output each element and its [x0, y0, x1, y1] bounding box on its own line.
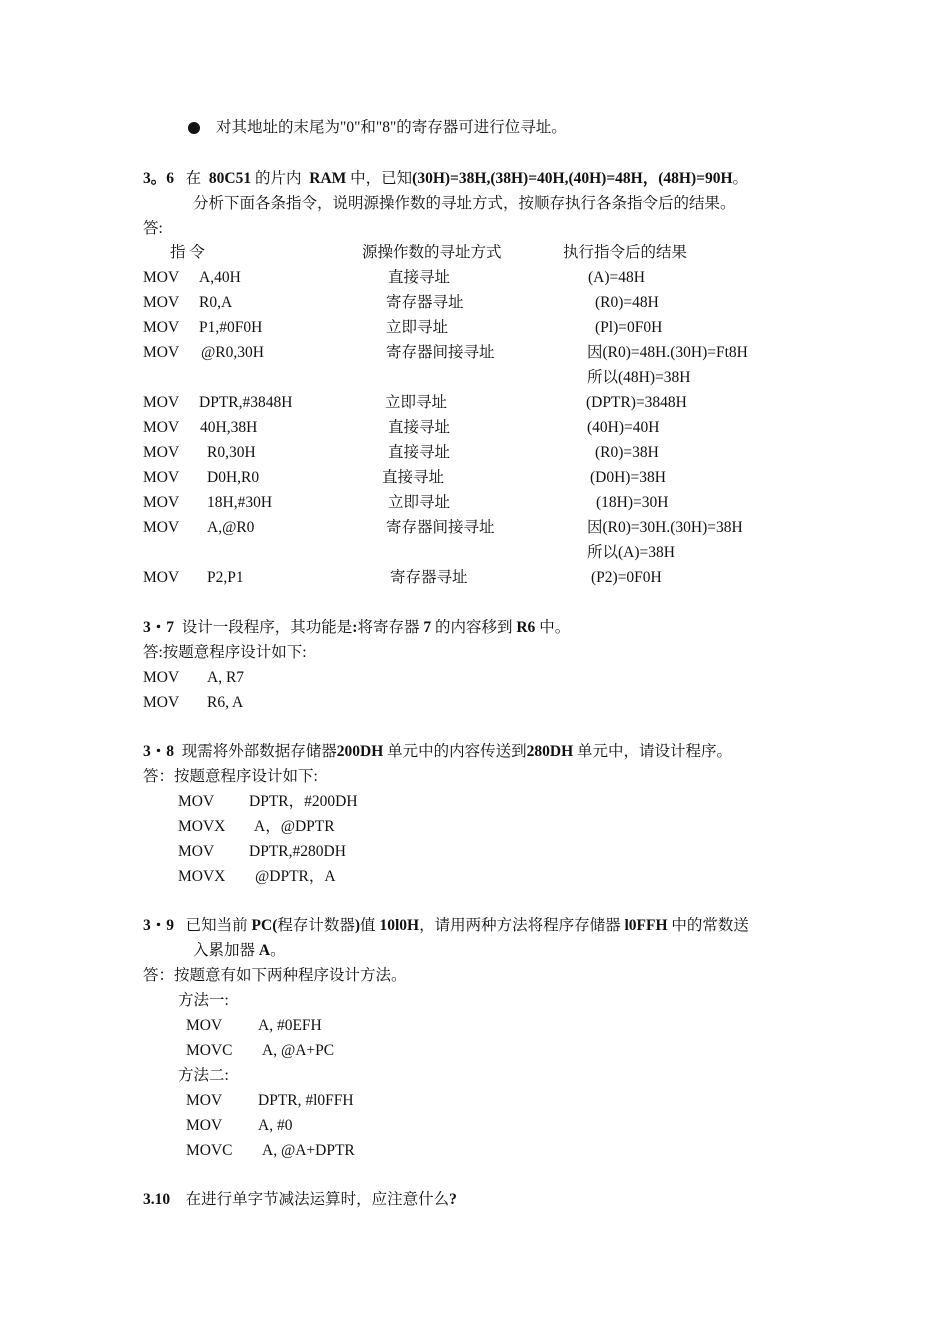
question-text: 程存计数器 — [277, 917, 355, 934]
header-instruction: 指 令 — [170, 244, 205, 261]
code-arg: A, #0EFH — [258, 1017, 322, 1034]
row-result: (R0)=38H — [595, 444, 659, 461]
code-arg: @DPTR，A — [255, 868, 336, 885]
address-value: 280DH — [526, 743, 574, 760]
row-result: (P2)=0F0H — [591, 569, 662, 586]
answer-label: 答: — [143, 220, 163, 237]
answer-text: 答:按题意程序设计如下: — [143, 644, 307, 661]
code-arg: A，@DPTR — [254, 818, 335, 835]
header-addressing-mode: 源操作数的寻址方式 — [362, 244, 502, 261]
row-mode: 直接寻址 — [388, 269, 451, 286]
row-result-cont: 所以(A)=38H — [587, 544, 675, 561]
answer-text: 答：按题意有如下两种程序设计方法。 — [143, 967, 407, 984]
question-text: 在进行单字节减法运算时，应注意什么 — [185, 1191, 450, 1208]
pc-term: PC( — [251, 917, 278, 934]
code-op: MOV — [186, 1092, 223, 1109]
question-3-6-line2: 分析下面各条指令，说明源操作数的寻址方式，按顺存执行各条指令后的结果。 — [193, 195, 736, 212]
row-op: MOV — [143, 344, 180, 361]
pc-value: 10l0H — [379, 917, 420, 934]
row-arg: @R0,30H — [201, 344, 264, 361]
question-number: 3・7 — [143, 619, 175, 636]
code-op: MOVX — [178, 818, 226, 835]
row-mode: 立即寻址 — [386, 319, 449, 336]
code-op: MOVC — [186, 1142, 233, 1159]
row-result: (40H)=40H — [587, 419, 660, 436]
question-3-6-line1 — [143, 169, 748, 189]
row-mode: 直接寻址 — [388, 444, 451, 461]
row-arg: DPTR,#3848H — [199, 394, 293, 411]
code-arg: R6, A — [207, 694, 244, 711]
question-number: 3・8 — [143, 743, 175, 760]
question-text: 中的常数送 — [671, 917, 749, 934]
row-result: (A)=48H — [588, 269, 645, 286]
row-arg: R0,30H — [207, 444, 256, 461]
row-arg: A,@R0 — [207, 519, 255, 536]
known-values: (30H)=38H,(38H)=40H,(40H)=48H，(48H)=90H — [412, 170, 733, 187]
row-mode: 寄存器寻址 — [386, 294, 464, 311]
row-op: MOV — [143, 569, 180, 586]
question-3-10 — [143, 1190, 457, 1210]
question-text: 单元中，请设计程序。 — [577, 743, 733, 760]
code-op: MOV — [186, 1017, 223, 1034]
row-op: MOV — [143, 294, 180, 311]
answer-text: 答：按题意程序设计如下: — [143, 768, 318, 785]
row-result: (R0)=48H — [595, 294, 659, 311]
row-op: MOV — [143, 269, 180, 286]
row-op: MOV — [143, 444, 180, 461]
question-text: 将寄存器 — [357, 619, 420, 636]
row-mode: 直接寻址 — [388, 419, 451, 436]
register-number: 7 — [423, 619, 432, 636]
chip-name: 80C51 — [208, 170, 252, 187]
row-arg: R0,A — [199, 294, 233, 311]
method-label: 方法一: — [178, 992, 229, 1009]
question-number: 3。6 — [143, 170, 175, 187]
question-3-8 — [143, 742, 732, 762]
question-text: 入累加器 — [193, 942, 256, 959]
row-mode: 寄存器间接寻址 — [386, 344, 495, 361]
code-arg: A, #0 — [258, 1117, 293, 1134]
pc-term: ) — [354, 917, 361, 934]
question-3-9-line1 — [143, 916, 749, 936]
code-op: MOV — [178, 843, 215, 860]
question-number: 3.10 — [143, 1191, 171, 1208]
code-arg: A, @A+PC — [262, 1042, 335, 1059]
question-text: 。 — [270, 942, 286, 959]
row-op: MOV — [143, 469, 180, 486]
question-text: 在 — [185, 170, 202, 187]
row-arg: P2,P1 — [207, 569, 244, 586]
accumulator-term: A — [258, 942, 271, 959]
row-result-cont: 所以(48H)=38H — [587, 369, 691, 386]
row-op: MOV — [143, 319, 180, 336]
question-text: ? — [449, 1191, 457, 1208]
code-op: MOV — [186, 1117, 223, 1134]
row-op: MOV — [143, 519, 180, 536]
row-result: 因(R0)=48H.(30H)=Ft8H — [587, 344, 748, 361]
row-mode: 立即寻址 — [385, 394, 448, 411]
row-op: MOV — [143, 419, 180, 436]
row-mode: 寄存器间接寻址 — [386, 519, 495, 536]
question-3-7 — [143, 618, 570, 638]
header-result: 执行指令后的结果 — [563, 244, 688, 261]
code-arg: A, @A+DPTR — [262, 1142, 355, 1159]
row-mode: 立即寻址 — [388, 494, 451, 511]
row-op: MOV — [143, 494, 180, 511]
register-name: R6 — [516, 619, 536, 636]
code-op: MOV — [143, 669, 180, 686]
code-op: MOV — [178, 793, 215, 810]
question-text: 。 — [732, 170, 749, 187]
question-text: 单元中的内容传送到 — [387, 743, 527, 760]
question-3-9-line2 — [193, 941, 286, 961]
address-value: l0FFH — [624, 917, 668, 934]
row-mode: 直接寻址 — [382, 469, 445, 486]
row-arg: 18H,#30H — [207, 494, 273, 511]
question-text: 中，已知 — [350, 170, 413, 187]
code-op: MOVX — [178, 868, 226, 885]
address-value: 200DH — [336, 743, 384, 760]
row-arg: A,40H — [199, 269, 241, 286]
code-op: MOVC — [186, 1042, 233, 1059]
code-op: MOV — [143, 694, 180, 711]
code-arg: DPTR,#280DH — [249, 843, 346, 860]
question-text: 设计一段程序，其功能是 — [181, 619, 353, 636]
bullet-text: 对其地址的末尾为"0"和"8"的寄存器可进行位寻址。 — [216, 119, 567, 136]
question-text: : — [352, 619, 358, 636]
ram-term: RAM — [309, 170, 347, 187]
method-label: 方法二: — [178, 1067, 229, 1084]
row-result: (18H)=30H — [596, 494, 669, 511]
row-result: 因(R0)=30H.(30H)=38H — [587, 519, 743, 536]
question-text: 值 — [360, 917, 376, 934]
question-text: 的片内 — [254, 170, 302, 187]
question-text: 现需将外部数据存储器 — [181, 743, 337, 760]
row-result: (D0H)=38H — [590, 469, 666, 486]
row-result: (Pl)=0F0H — [595, 319, 663, 336]
code-arg: DPTR, #l0FFH — [258, 1092, 354, 1109]
row-arg: 40H,38H — [200, 419, 258, 436]
row-arg: P1,#0F0H — [199, 319, 263, 336]
row-arg: D0H,R0 — [207, 469, 260, 486]
bullet-icon — [188, 122, 200, 134]
question-text: 的内容移到 — [434, 619, 513, 636]
row-mode: 寄存器寻址 — [390, 569, 468, 586]
code-arg: DPTR，#200DH — [249, 793, 358, 810]
question-text: ，请用两种方法将程序存储器 — [419, 917, 621, 934]
question-text: 已知当前 — [185, 917, 248, 934]
row-result: (DPTR)=3848H — [586, 394, 687, 411]
question-number: 3・9 — [143, 917, 175, 934]
question-text: 中。 — [539, 619, 571, 636]
code-arg: A, R7 — [207, 669, 245, 686]
row-op: MOV — [143, 394, 180, 411]
